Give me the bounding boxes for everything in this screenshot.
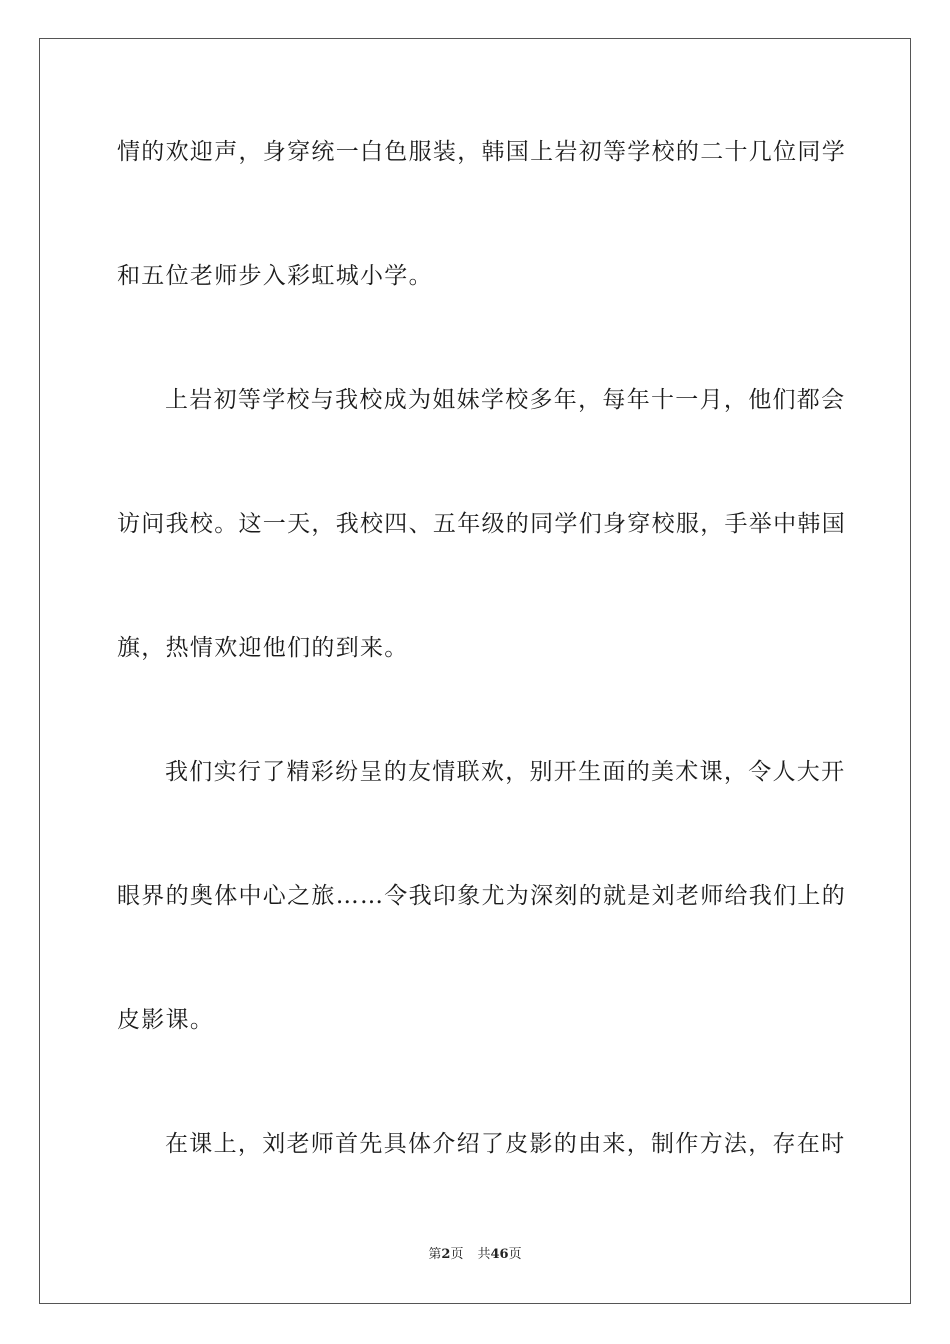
page-footer xyxy=(0,1246,950,1264)
text-line: 皮影课。 xyxy=(117,1007,215,1033)
page-number: 2 xyxy=(441,1247,451,1262)
text-line: 旗，热情欢迎他们的到来。 xyxy=(117,635,409,661)
page-prefix: 第 xyxy=(428,1247,442,1262)
paragraph-start-line: 在课上，刘老师首先具体介绍了皮影的由来，制作方法，存在时 xyxy=(165,1131,846,1157)
text-line: 眼界的奥体中心之旅……令我印象尤为深刻的就是刘老师给我们上的 xyxy=(117,883,846,909)
paragraph-start-line: 我们实行了精彩纷呈的友情联欢，别开生面的美术课，令人大开 xyxy=(165,759,846,785)
paragraph-start-line: 上岩初等学校与我校成为姐妹学校多年，每年十一月，他们都会 xyxy=(165,387,846,413)
total-prefix: 共 xyxy=(477,1247,491,1262)
text-line: 情的欢迎声，身穿统一白色服装，韩国上岩初等学校的二十几位同学 xyxy=(117,139,846,165)
total-suffix: 页 xyxy=(508,1247,522,1262)
total-pages: 46 xyxy=(490,1247,509,1262)
text-line: 和五位老师步入彩虹城小学。 xyxy=(117,263,433,289)
page-suffix: 页 xyxy=(450,1247,464,1262)
page-border xyxy=(39,38,911,1304)
text-line: 访问我校。这一天，我校四、五年级的同学们身穿校服，手举中韩国 xyxy=(117,511,846,537)
